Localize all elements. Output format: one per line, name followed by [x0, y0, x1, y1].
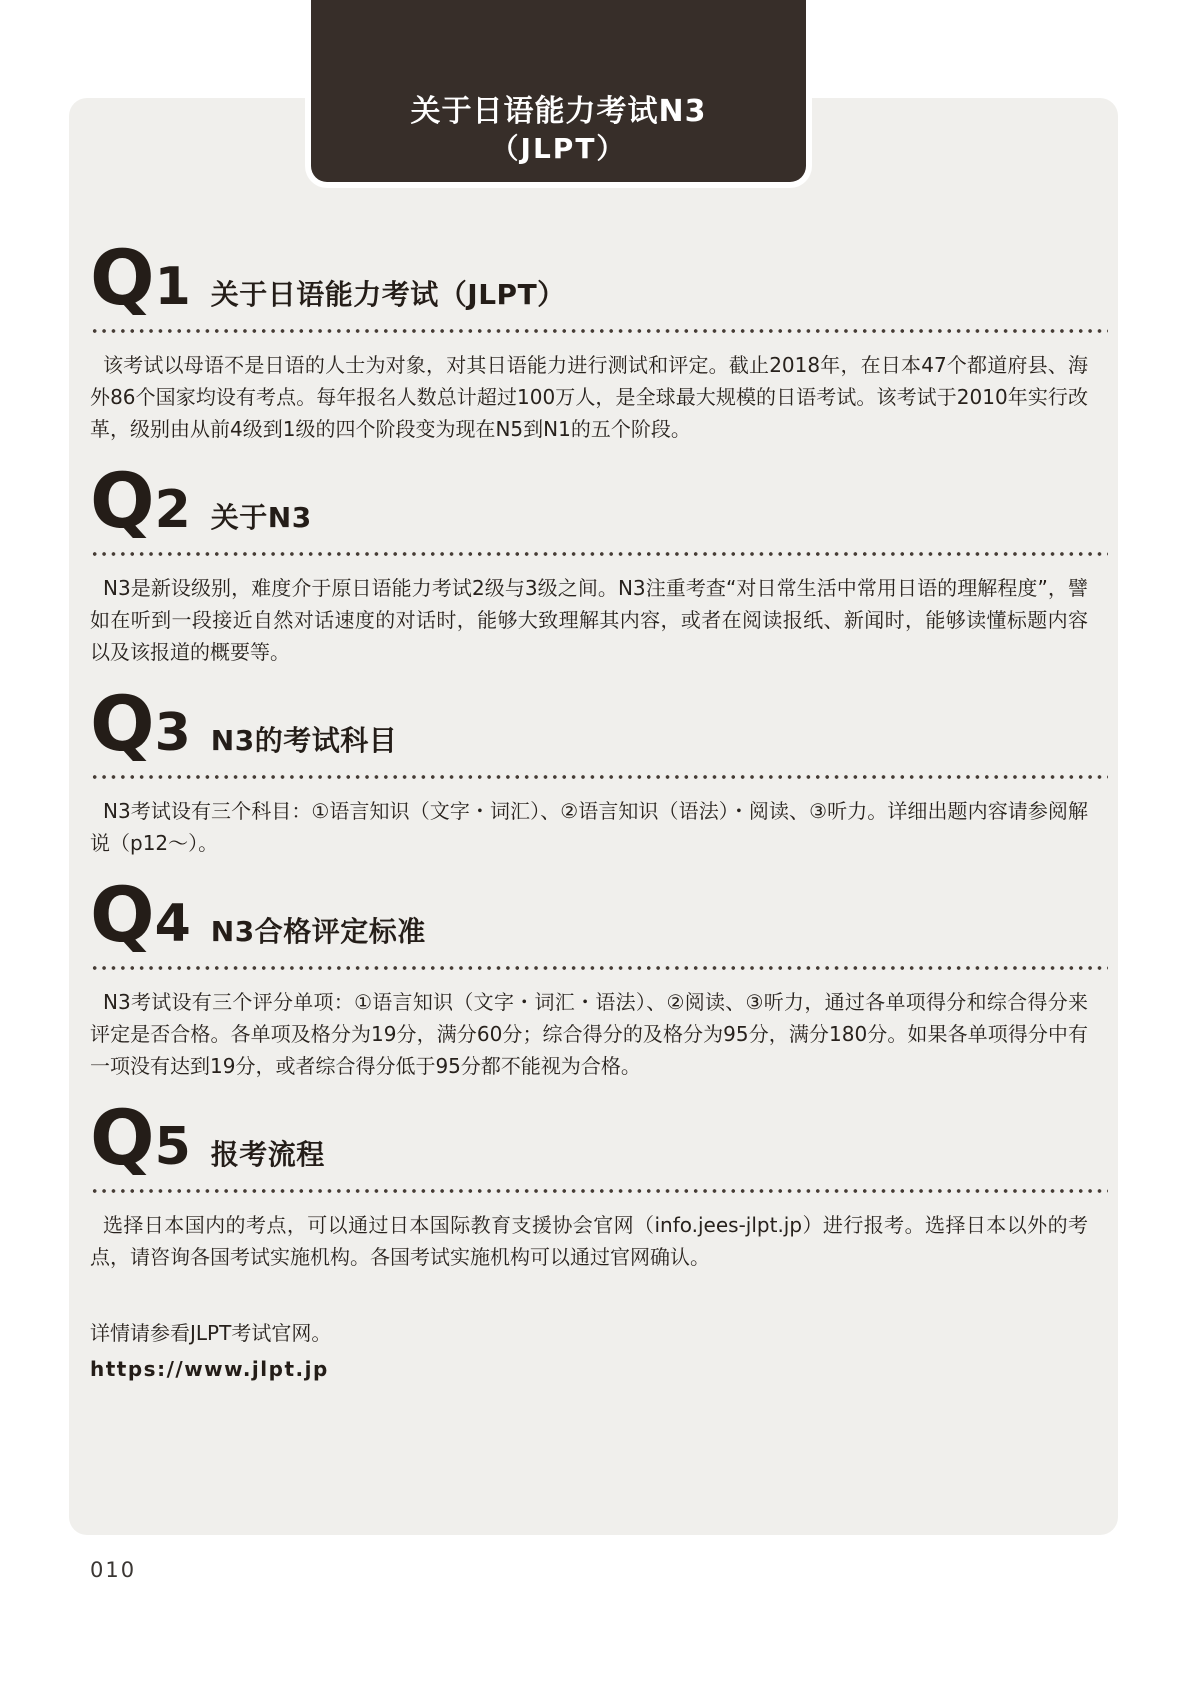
section-q3-heading-row: [90, 679, 1088, 768]
section-title: 关于N3: [210, 501, 312, 534]
header-title-line2: （JLPT）: [490, 132, 627, 165]
section-q5: [90, 1093, 1088, 1273]
section-q4-heading-row: [90, 870, 1088, 959]
section-title: N3合格评定标准: [210, 915, 426, 948]
section-q1-heading-row: [90, 233, 1088, 322]
footer-url: https://www.jlpt.jp: [90, 1357, 329, 1381]
content-area: [90, 233, 1088, 1381]
header-box: [311, 0, 806, 182]
section-title: 报考流程: [210, 1138, 325, 1171]
dotted-divider: [90, 329, 1108, 333]
q-letter: Q: [90, 1093, 153, 1182]
section-paragraph: 选择日本国内的考点，可以通过日本国际教育支援协会官网（info.jees-jlpt.jp）进行报考。选择日本以外的考点，请咨询各国考试实施机构。各国考试实施机构可以通过官网确认。: [90, 1213, 1088, 1269]
section-q4: [90, 870, 1088, 1082]
section-q2: [90, 456, 1088, 668]
dotted-divider: [90, 1189, 1108, 1193]
section-paragraph: N3考试设有三个科目：①语言知识（文字・词汇）、②语言知识（语法）・阅读、③听力。详细出题内容请参阅解说（p12～）。: [90, 799, 1088, 855]
q-number: 4: [154, 894, 191, 954]
dotted-divider: [90, 775, 1108, 779]
q-letter: Q: [90, 870, 153, 959]
q-letter: Q: [90, 456, 153, 545]
section-paragraph: N3考试设有三个评分单项：①语言知识（文字・词汇・语法）、②阅读、③听力，通过各单项得分和综合得分来评定是否合格。各单项及格分为19分，满分60分；综合得分的及格分为95分，满分180分。如果各单项得分中有一项没有达到19分，或者综合得分低于95分都不能视为合格。: [90, 990, 1088, 1078]
section-q2-heading-row: [90, 456, 1088, 545]
dotted-divider: [90, 552, 1108, 556]
section-q3: [90, 679, 1088, 859]
q-number: 2: [154, 480, 191, 540]
footer-note: 详情请参看JLPT考试官网。: [90, 1321, 332, 1345]
q-number: 1: [154, 257, 191, 317]
section-q1: [90, 233, 1088, 445]
q-letter: Q: [90, 679, 153, 768]
q-number: 3: [154, 703, 191, 763]
q-number: 5: [154, 1117, 191, 1177]
q-letter: Q: [90, 233, 153, 322]
section-title: 关于日语能力考试（JLPT）: [210, 278, 566, 311]
header-title-line1: 关于日语能力考试N3: [410, 94, 707, 129]
section-q5-heading-row: [90, 1093, 1088, 1182]
dotted-divider: [90, 966, 1108, 970]
page-number: 010: [90, 1558, 137, 1582]
section-paragraph: N3是新设级别，难度介于原日语能力考试2级与3级之间。N3注重考查“对日常生活中常用日语的理解程度”，譬如在听到一段接近自然对话速度的对话时，能够大致理解其内容，或者在阅读报纸、新闻时，能够读懂标题内容以及该报道的概要等。: [90, 576, 1088, 664]
section-paragraph: 该考试以母语不是日语的人士为对象，对其日语能力进行测试和评定。截止2018年，在日本47个都道府县、海外86个国家均设有考点。每年报名人数总计超过100万人，是全球最大规模的日语考试。该考试于2010年实行改革，级别由从前4级到1级的四个阶段变为现在N5到N1的五个阶段。: [90, 353, 1088, 441]
section-title: N3的考试科目: [210, 724, 398, 757]
